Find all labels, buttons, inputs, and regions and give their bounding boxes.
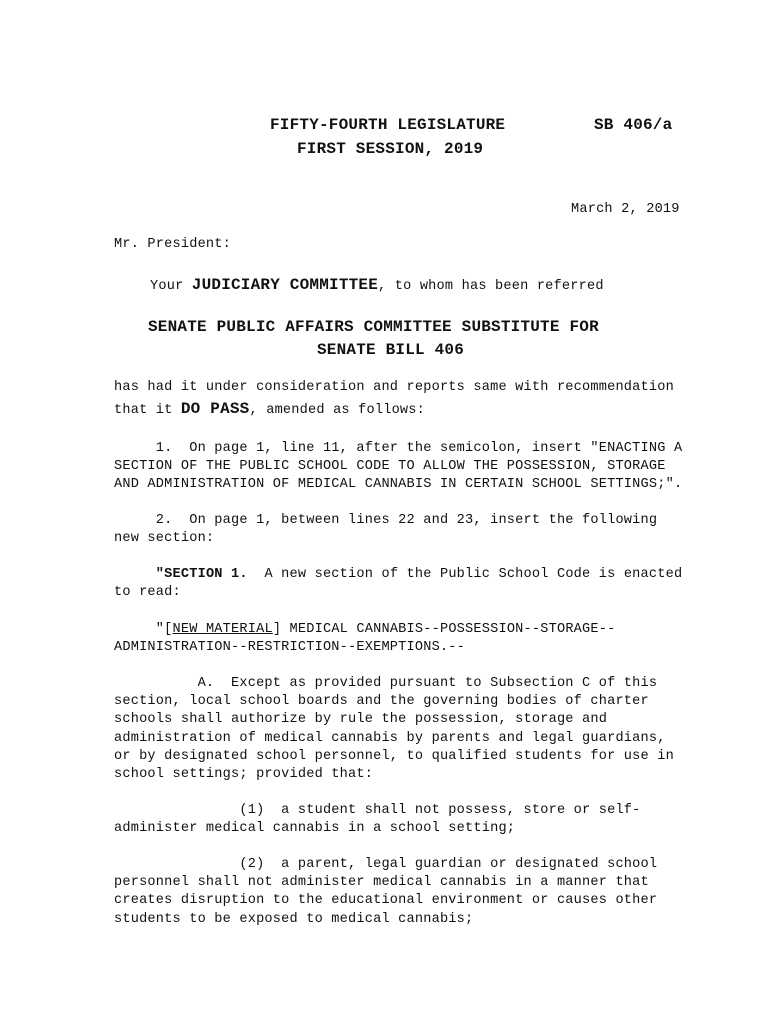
amendment-2-line: 2. On page 1, between lines 22 and 23, insert the following xyxy=(114,513,658,528)
amendment-2 xyxy=(114,512,684,548)
item-1 xyxy=(114,802,684,838)
recommendation-prefix: that it xyxy=(114,403,181,418)
section-1-line xyxy=(114,566,684,584)
new-material-line xyxy=(114,621,684,639)
item-1-line: administer medical cannabis in a school setting; xyxy=(114,821,516,837)
subsection-a-line: schools shall authorize by rule the possession, storage and xyxy=(114,712,608,728)
salutation: Mr. President: xyxy=(114,237,232,252)
subsection-a-line: administration of medical cannabis by parents and legal guardians, xyxy=(114,730,666,746)
new-material xyxy=(114,621,684,657)
subsection-a-line: A. Except as provided pursuant to Subsection C of this xyxy=(114,676,658,691)
recommendation-suffix: , amended as follows: xyxy=(249,403,426,418)
bill-title-line1: SENATE PUBLIC AFFAIRS COMMITTEE SUBSTITUTE FOR xyxy=(148,318,599,336)
subsection-a-line: or by designated school personnel, to qualified students for use in xyxy=(114,748,674,764)
item-2-line: students to be exposed to medical cannabis; xyxy=(114,911,474,927)
recommendation-line2 xyxy=(114,400,425,418)
report-date: March 2, 2019 xyxy=(571,202,680,217)
bill-title-line2: SENATE BILL 406 xyxy=(317,341,465,359)
amendment-1 xyxy=(114,440,684,495)
new-material-prefix: "[ xyxy=(114,622,173,637)
item-2-line: personnel shall not administer medical cannabis in a manner that xyxy=(114,875,649,891)
subsection-a-line: section, local school boards and the governing bodies of charter xyxy=(114,694,649,710)
indent xyxy=(114,567,156,582)
subsection-a xyxy=(114,675,684,784)
amendment-1-line: AND ADMINISTRATION OF MEDICAL CANNABIS IN CERTAIN SCHOOL SETTINGS;". xyxy=(114,477,683,493)
section-1-line: to read: xyxy=(114,585,181,601)
referral-line xyxy=(150,276,604,294)
recommendation-line1: has had it under consideration and reports same with recommendation xyxy=(114,380,674,395)
item-1-line: (1) a student shall not possess, store or self- xyxy=(114,803,641,818)
item-2-line: (2) a parent, legal guardian or designated school xyxy=(114,857,658,872)
new-material-text: ] MEDICAL CANNABIS--POSSESSION--STORAGE-- xyxy=(272,622,616,637)
subsection-a-line: school settings; provided that: xyxy=(114,767,374,783)
new-material-label: NEW MATERIAL xyxy=(172,622,273,637)
section-1-label: "SECTION 1. xyxy=(155,567,248,582)
bill-id: SB 406/a xyxy=(594,116,673,134)
amendment-2-line: new section: xyxy=(114,531,215,547)
referral-suffix: , to whom has been referred xyxy=(378,279,604,294)
do-pass: DO PASS xyxy=(180,400,250,418)
section-1 xyxy=(114,566,684,602)
section-1-text: A new section of the Public School Code is enacted xyxy=(247,567,683,582)
item-2-line: creates disruption to the educational environment or causes other xyxy=(114,893,658,909)
item-2 xyxy=(114,856,684,929)
referral-prefix: Your xyxy=(150,279,192,294)
session-heading: FIRST SESSION, 2019 xyxy=(297,140,484,158)
legislature-heading: FIFTY-FOURTH LEGISLATURE xyxy=(270,116,506,134)
amendment-1-line: 1. On page 1, line 11, after the semicolon, insert "ENACTING A xyxy=(114,441,683,456)
amendment-1-line: SECTION OF THE PUBLIC SCHOOL CODE TO ALLOW THE POSSESSION, STORAGE xyxy=(114,459,666,475)
new-material-line: ADMINISTRATION--RESTRICTION--EXEMPTIONS.-- xyxy=(114,640,466,656)
committee-name: JUDICIARY COMMITTEE xyxy=(191,276,379,294)
